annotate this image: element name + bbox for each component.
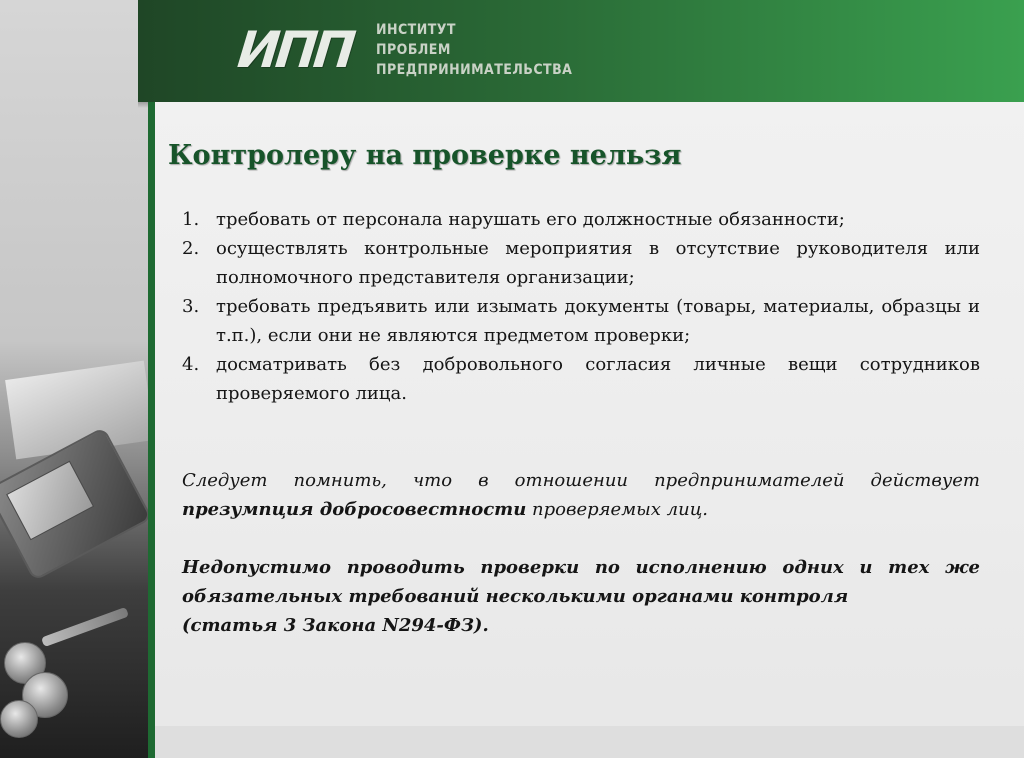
logo-text	[376, 20, 572, 80]
list-item	[182, 350, 980, 408]
item-text: осуществлять контрольные мероприятия в отсутствие руководителя или полномочного представителя организации;	[216, 238, 980, 288]
list-item	[182, 292, 980, 350]
accent-bar	[148, 102, 155, 758]
note-text: Следует помнить, что в отношении предпринимателей действует	[182, 470, 980, 491]
logo-line: ПРЕДПРИНИМАТЕЛЬСТВА	[375, 62, 572, 78]
note-text: Недопустимо проводить проверки по исполнению одних и тех же обязательных требований несколькими органами контроля	[182, 557, 980, 607]
list-item	[182, 234, 980, 292]
presumption-note	[182, 466, 980, 524]
key-image	[41, 607, 129, 647]
inadmissible-note	[182, 553, 980, 640]
item-number: 2.	[182, 238, 200, 259]
list-item	[182, 205, 980, 234]
item-number: 3.	[182, 296, 200, 317]
institute-logo	[234, 14, 594, 86]
footer-strip	[155, 726, 1024, 758]
note-text: проверяемых лиц.	[526, 499, 708, 520]
content-area	[155, 102, 1024, 758]
item-number: 1.	[182, 209, 200, 230]
note-bold-text: презумпция добросовестности	[182, 499, 527, 520]
logo-line: ПРОБЛЕМ	[375, 42, 451, 58]
item-text: досматривать без добровольного согласия личные вещи сотрудников проверяемого лица.	[216, 354, 980, 404]
prohibitions-list	[182, 205, 980, 408]
law-reference: (статья 3 Закона N294-ФЗ).	[182, 615, 489, 636]
logo-mark: ИПП	[234, 21, 355, 79]
pda-screen-image	[6, 461, 94, 541]
item-number: 4.	[182, 354, 200, 375]
coin-image	[0, 700, 38, 738]
item-text: требовать от персонала нарушать его должностные обязанности;	[216, 209, 845, 230]
item-text: требовать предъявить или изымать документы (товары, материалы, образцы и т.п.), если они не являются предметом проверки;	[216, 296, 980, 346]
logo-line: ИНСТИТУТ	[375, 22, 456, 38]
slide-title: Контролеру на проверке нельзя	[168, 140, 682, 171]
decorative-photo	[0, 0, 150, 758]
